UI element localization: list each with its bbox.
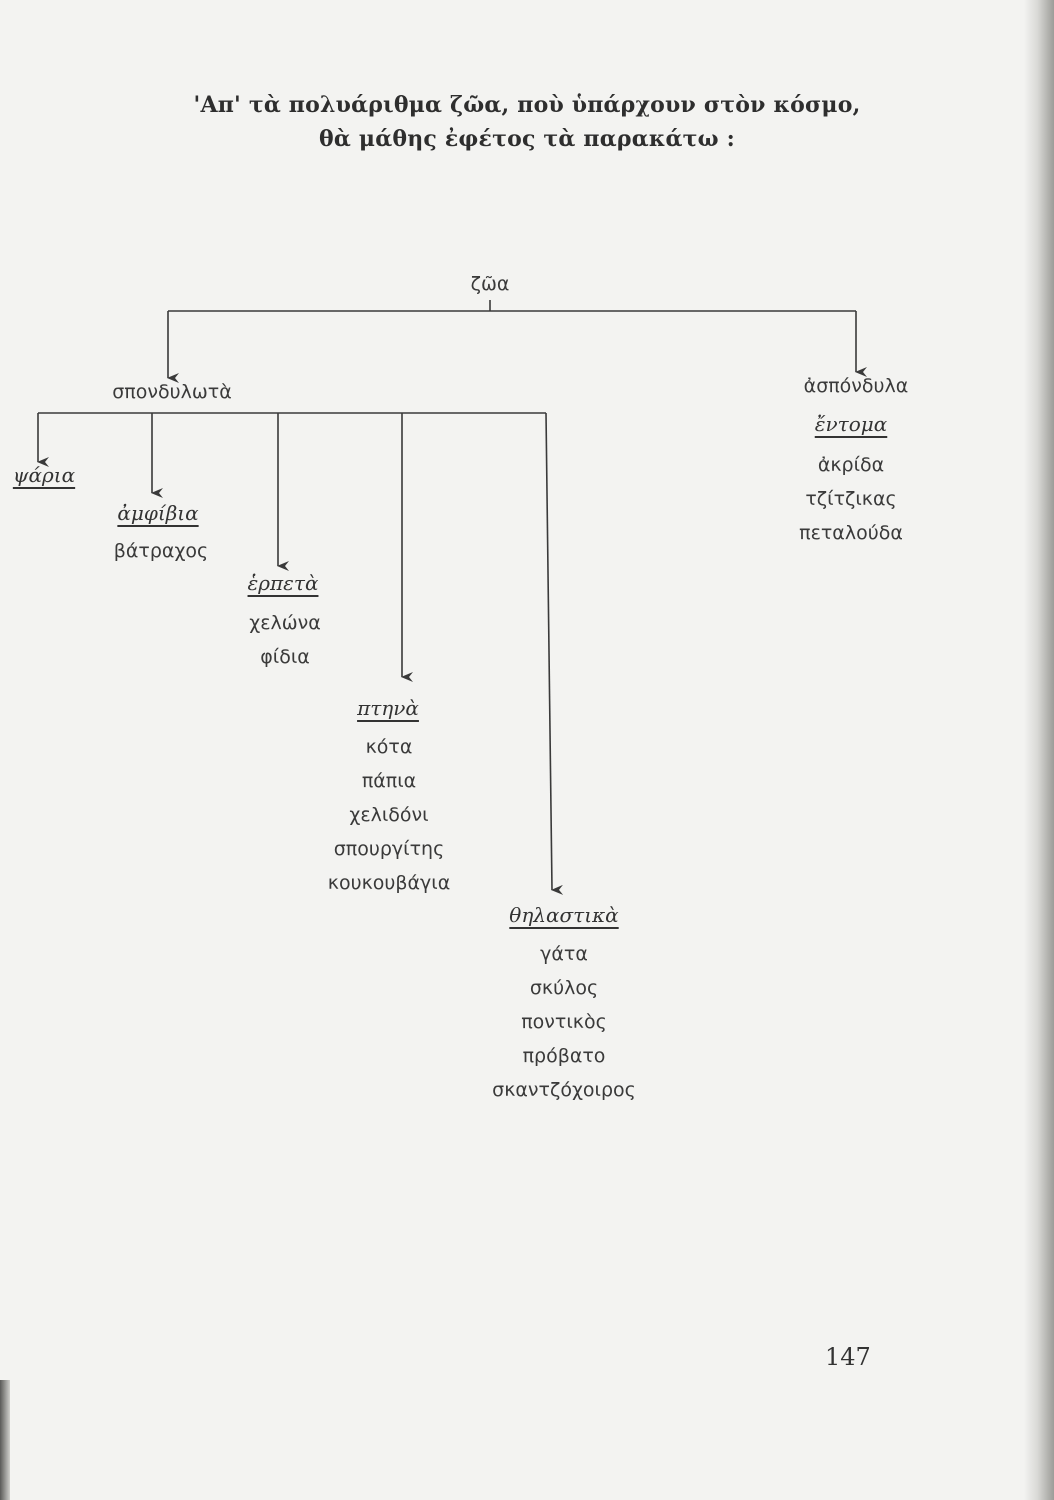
list-item: πάπια [361,770,417,792]
category-insects: ἔντομα [814,412,888,436]
page-number: 147 [825,1343,871,1371]
category-amphibians: ἀμφίβια [117,501,199,525]
list-item: χελώνα [249,612,321,634]
list-item: τζίτζικας [805,488,897,510]
arrow-to-mammals [546,413,552,890]
list-item: σπουργίτης [333,838,445,860]
list-item: φίδια [260,646,310,668]
list-item: βάτραχος [113,540,209,562]
heading-line-1: 'Απ' τὰ πολυάριθμα ζῶα, ποὺ ὑπάρχουν στὸν κόσμο, [193,92,861,118]
list-item: κουκουβάγια [327,872,451,894]
list-item: κότα [365,736,413,758]
list-item: σκύλος [529,977,599,999]
heading-line-2: θὰ μάθης ἐφέτος τὰ παρακάτω : [319,126,735,152]
node-invertebrates: ἀσπόνδυλα [803,375,909,397]
category-reptiles: ἑρπετὰ [247,571,319,595]
list-item: σκαντζόχοιρος [492,1079,636,1101]
list-item: πρόβατο [522,1045,606,1067]
category-fish: ψάρια [12,463,76,487]
list-item: πεταλούδα [799,522,903,544]
node-animals: ζῶα [470,273,510,295]
category-mammals: θηλαστικὰ [509,903,619,927]
list-item: ποντικὸς [521,1011,607,1033]
node-vertebrates: σπονδυλωτὰ [112,381,232,403]
list-item: χελιδόνι [349,804,429,826]
list-item: γάτα [540,943,588,965]
list-item: ἀκρίδα [817,454,885,476]
category-birds: πτηνὰ [357,696,419,720]
